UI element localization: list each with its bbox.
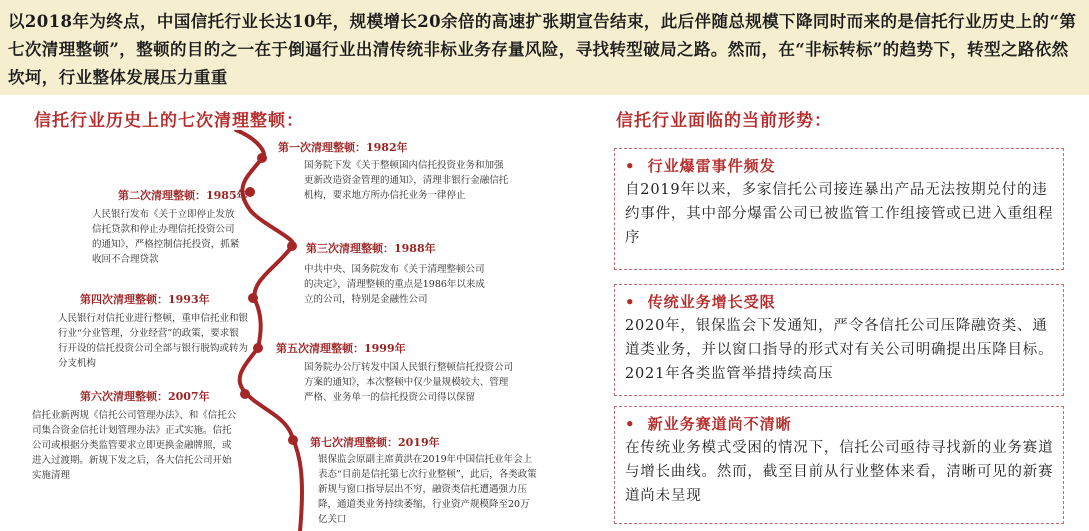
event-1985-title: 第二次清理整顿：1985年 bbox=[118, 189, 248, 202]
event-2019-title: 第七次清理整顿：2019年 bbox=[310, 436, 440, 449]
event-1993-title: 第四次清理整顿：1993年 bbox=[80, 293, 210, 306]
event-1988-title: 第三次清理整顿：1988年 bbox=[306, 242, 436, 255]
timeline-dot-1999 bbox=[253, 343, 263, 353]
timeline-dot-1988 bbox=[287, 241, 297, 251]
event-1988-text: 中共中央、国务院发布《关于清理整顿公司的决定》，清理整顿的重点是1986年以来成立的公司，特别是金融性公司 bbox=[304, 264, 485, 305]
timeline-section-title: 信托行业历史上的七次清理整顿： bbox=[34, 111, 304, 131]
situation-heading-traditional: • 传统业务增长受限 bbox=[625, 293, 776, 311]
timeline-dot-2019 bbox=[288, 435, 298, 445]
bullet-icon: • bbox=[625, 415, 636, 433]
situation-box-new-track bbox=[614, 406, 1064, 524]
situation-heading-defaults: • 行业爆雷事件频发 bbox=[625, 157, 776, 175]
event-2007-text: 信托业新两规《信托公司管理办法》、和《信托公司集合资金信托计划管理办法》正式实施。信托公司或根据分类监管要求立即更换金融牌照，或进入过渡期。新规下发之后，各大信托公司开始实施清理 bbox=[32, 410, 237, 481]
situation-body-new-track: 在传统业务模式受困的情况下，信托公司亟待寻找新的业务赛道与增长曲线。然而，截至目前从行业整体来看，清晰可见的新赛道尚未呈现 bbox=[625, 440, 1054, 504]
situation-box-traditional bbox=[614, 284, 1064, 396]
event-1999-title: 第五次清理整顿：1999年 bbox=[276, 342, 406, 355]
situation-heading-new-track: • 新业务赛道尚不清晰 bbox=[625, 415, 792, 433]
situation-box-defaults bbox=[614, 148, 1064, 270]
timeline-dot-1993 bbox=[248, 293, 258, 303]
bullet-icon: • bbox=[625, 293, 636, 311]
timeline-dot-1982 bbox=[257, 153, 267, 163]
event-2007-title: 第六次清理整顿：2007年 bbox=[80, 390, 210, 403]
event-1982-title: 第一次清理整顿：1982年 bbox=[278, 141, 408, 154]
event-1993-text: 人民银行对信托业进行整顿，重申信托业和银行业“分业管理，分业经营”的政策，要求银行开设的信托投资公司全部与银行脱钩或转为分支机构 bbox=[58, 313, 249, 369]
summary-banner bbox=[0, 0, 1089, 95]
bullet-icon: • bbox=[625, 157, 636, 175]
situation-body-defaults: 自2019年以来，多家信托公司接连暴出产品无法按期兑付的违约事件，其中部分爆雷公司已被监管工作组接管或已进入重组程序 bbox=[625, 182, 1054, 246]
situation-section-title: 信托行业面临的当前形势： bbox=[616, 111, 832, 131]
event-1982-text: 国务院下发《关于整顿国内信托投资业务和加强更新改造资金管理的通知》，清理非银行金融信托机构，要求地方所办信托业务一律停止 bbox=[304, 160, 509, 201]
situation-body-traditional: 2020年，银保监会下发通知，严令各信托公司压降融资类、通道类业务，并以窗口指导的形式对有关公司明确提出压降目标。2021年各类监管举措持续高压 bbox=[625, 318, 1054, 382]
timeline-dot-2007 bbox=[240, 389, 250, 399]
event-2019-text: 银保监会原副主席黄洪在2019年中国信托业年会上表态“目前是信托第七次行业整顿”，此后，各类政策新规与窗口指导层出不穷，融资类信托遭遇强力压降，通道类业务持续萎缩，行业资产规模降至20万亿关口 bbox=[318, 454, 537, 525]
summary-text: 以2018年为终点，中国信托行业长达10年，规模增长20余倍的高速扩张期宣告结束，此后伴随总规模下降同时而来的是信托行业历史上的“第七次清理整顿”，整顿的目的之一在于倒逼行业出清传统非标业务存量风险，寻找转型破局之路。然而，在“非标转标”的趋势下，转型之路依然坎坷，行业整体发展压力重重 bbox=[8, 12, 1077, 87]
event-1999-text: 国务院办公厅转发中国人民银行整顿信托投资公司方案的通知》，本次整顿中仅少量规模较大、管理严格、业务单一的信托投资公司得以保留 bbox=[304, 362, 514, 403]
event-1985-text: 人民银行发布《关于立即停止发放信托贷款和停止办理信托投资公司的通知》，严格控制信托投资，抓紧收回不合理贷款 bbox=[92, 209, 240, 265]
